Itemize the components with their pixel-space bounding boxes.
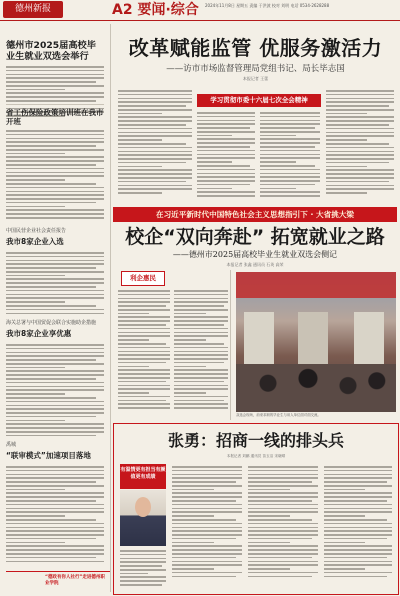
main-byline: 本报记者 王蕾 <box>242 76 269 81</box>
interview-body-col2 <box>248 466 318 579</box>
photo-booth <box>244 312 274 372</box>
column-divider <box>230 270 231 420</box>
left-article4-kicker: 中国民营企业社会责任报告 <box>6 228 67 234</box>
photo-banner <box>236 272 396 298</box>
second-body-col2 <box>174 290 228 411</box>
job-fair-photo <box>236 272 396 412</box>
masthead <box>0 0 400 21</box>
left-article6-body <box>6 466 104 564</box>
divider <box>6 104 104 105</box>
left-article2-title: 省工伤保险政策培训班在我市开班 <box>6 108 104 126</box>
photo-booth <box>298 312 328 372</box>
left-article4-title: 我市8家企业入选 <box>6 237 64 246</box>
main-subtitle: ——访市市场监督管理局党组书记、局长毕志国 <box>166 64 345 74</box>
left-article2-body <box>6 130 104 221</box>
main-body-col1 <box>118 90 192 196</box>
left-article6-title: “联审模式”加速项目落地 <box>6 451 91 460</box>
interview-quote: 有温情更有担当有颜值更有成绩 <box>120 464 166 489</box>
column-divider <box>110 24 111 592</box>
main-headline: 改革赋能监管 优服务激活力 <box>128 36 383 60</box>
interview-box <box>113 423 399 595</box>
promo-label: “德政有你人社行”走进德州职业学院 <box>45 575 105 586</box>
edition-number: A2 <box>112 2 133 18</box>
photo-booth <box>354 312 384 372</box>
photo-caption: 双选会现场，前来求职的毕业生与用人单位面对面交流。 <box>236 413 321 417</box>
main-body-col3 <box>260 112 320 199</box>
left-article5-title: 我市8家企业享优惠 <box>6 329 72 338</box>
edition-name: 要闻·综合 <box>137 2 199 18</box>
issue-info: 2024年11月8日 星期五 责编 于洪波 校对 刘明 电话 0534-2628288 <box>205 3 330 8</box>
second-subtitle: ——德州市2025届高校毕业生就业双选会侧记 <box>172 250 338 259</box>
photo-crowd <box>236 364 396 412</box>
left-article5-kicker: 海关总署与中国贸促会联合实施助企措施 <box>6 320 97 326</box>
main-body-col2 <box>197 112 255 199</box>
red-banner: 在习近平新时代中国特色社会主义思想指引下 · 大省挑大梁 <box>113 207 397 222</box>
left-article6-kicker: 禹城 <box>6 442 17 448</box>
interview-body-col1 <box>172 466 242 579</box>
interview-headline: 张勇：招商一线的排头兵 <box>167 431 344 450</box>
topic-tag: 学习贯彻市委十六届七次全会精神 <box>197 94 321 107</box>
second-byline: 本报记者 张鑫 通讯员 石英 高荣 <box>226 262 284 267</box>
interview-byline: 本报记者 刘鹏 通讯员 苗玉洁 宋晓晴 <box>226 454 286 458</box>
second-body-col1 <box>118 290 170 411</box>
left-article5-body <box>6 344 104 439</box>
main-body-col4 <box>326 90 394 196</box>
benefit-tag: 利企惠民 <box>121 271 165 286</box>
second-headline: 校企“双向奔赴” 拓宽就业之路 <box>125 226 385 248</box>
left-article4-body <box>6 252 104 316</box>
interview-body-col0 <box>120 550 166 588</box>
edition-label <box>112 2 199 18</box>
interview-body-col3 <box>324 466 392 579</box>
interview-portrait <box>120 490 166 546</box>
newspaper-logo: 德州新报 <box>3 1 63 18</box>
left-article1-title: 德州市2025届高校毕业生就业双选会举行 <box>6 40 96 62</box>
